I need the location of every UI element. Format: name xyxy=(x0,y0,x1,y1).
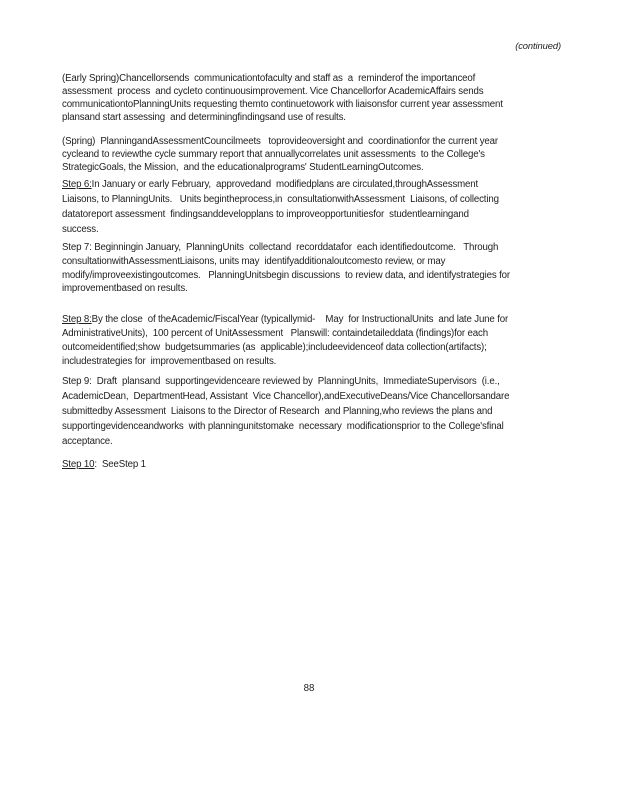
text-line: supportingevidenceandworks with planningunitstomake necessary modificationsprior to the College'sfinal xyxy=(62,421,504,433)
para-step-7 xyxy=(62,241,564,296)
text-line: Liaisons, to PlanningUnits. Units begintheprocess,in consultationwithAssessment Liaisons, of collecting xyxy=(62,194,499,205)
text-line: cycleand to reviewthe cycle summary report that annuallycorrelates unit assessments to the College's xyxy=(62,149,485,160)
text-line: success. xyxy=(62,224,99,235)
step-label-underlined: Step 6: xyxy=(62,179,92,190)
para-step-10 xyxy=(62,458,564,471)
document-body xyxy=(62,72,564,471)
text-line: (Early Spring)Chancellorsends communicationtofaculty and staff as a reminderof the importanceof xyxy=(62,73,476,84)
text-line: AdministrativeUnits), 100 percent of UnitAssessment Planswill: containdetaileddata (findings)for each xyxy=(62,327,488,339)
step-label-underlined: Step 8: xyxy=(62,314,92,326)
text-line: consultationwithAssessmentLiaisons, units may identifyadditionaloutcomesto review, or may xyxy=(62,255,446,267)
step-label-underlined: Step 10 xyxy=(62,459,95,471)
text-line: includestrategies for improvementbased on results. xyxy=(62,355,277,367)
para-step-9 xyxy=(62,374,564,449)
text-line: assessment process and cycleto continuousimprovement. Vice Chancellorfor AcademicAffairs sends xyxy=(62,86,484,97)
text-line: outcomeidentified;show budgetsummaries (as applicable);includeevidenceof data collection(artifacts); xyxy=(62,341,487,353)
text-line: Step 8:By the close of theAcademic/FiscalYear (typicallymid- May for InstructionalUnits and late June for xyxy=(62,314,509,326)
text-line: datatoreport assessment findingsanddevelopplans to improveopportunitiesfor studentlearningand xyxy=(62,209,469,220)
text-line: acceptance. xyxy=(62,436,113,448)
text-line: Step 10: SeeStep 1 xyxy=(62,459,146,471)
page-number: 88 xyxy=(303,683,315,694)
para-early-spring xyxy=(62,72,564,124)
text-line: AcademicDean, DepartmentHead, Assistant Vice Chancellor),andExecutiveDeans/Vice Chancellorsandare xyxy=(62,391,510,403)
text-line: plansand start assessing and determiningfindingsand use of results. xyxy=(62,112,346,123)
text-line: (Spring) PlanningandAssessmentCouncilmeets toprovideoversight and coordinationfor the current year xyxy=(62,136,498,147)
text-line: submittedby Assessment Liaisons to the Director of Research and Planning,who reviews the plans and xyxy=(62,406,493,418)
text-line: Step 7: Beginningin January, PlanningUnits collectand recorddatafor each identifiedoutcome. Through xyxy=(62,242,499,253)
text-line: Step 6:In January or early February, approvedand modifiedplans are circulated,throughAssessment xyxy=(62,179,479,190)
continued-label: (continued) xyxy=(515,40,561,51)
para-spring-council xyxy=(62,135,564,174)
text-line: communicationtoPlanningUnits requesting themto continuetowork with liaisonsfor current year assessment xyxy=(62,99,503,110)
text-line: StrategicGoals, the Mission, and the educationalprograms' StudentLearningOutcomes. xyxy=(62,162,424,173)
para-step-8 xyxy=(62,313,564,368)
text-line: improvementbased on results. xyxy=(62,283,188,295)
para-step-6 xyxy=(62,177,564,237)
text-line: modify/improveexistingoutcomes. PlanningUnitsbegin discussions to review data, and identifystrategies for xyxy=(62,269,510,281)
text-line: Step 9: Draft plansand supportingevidenceare reviewed by PlanningUnits, ImmediateSupervisors (i.e., xyxy=(62,376,500,388)
